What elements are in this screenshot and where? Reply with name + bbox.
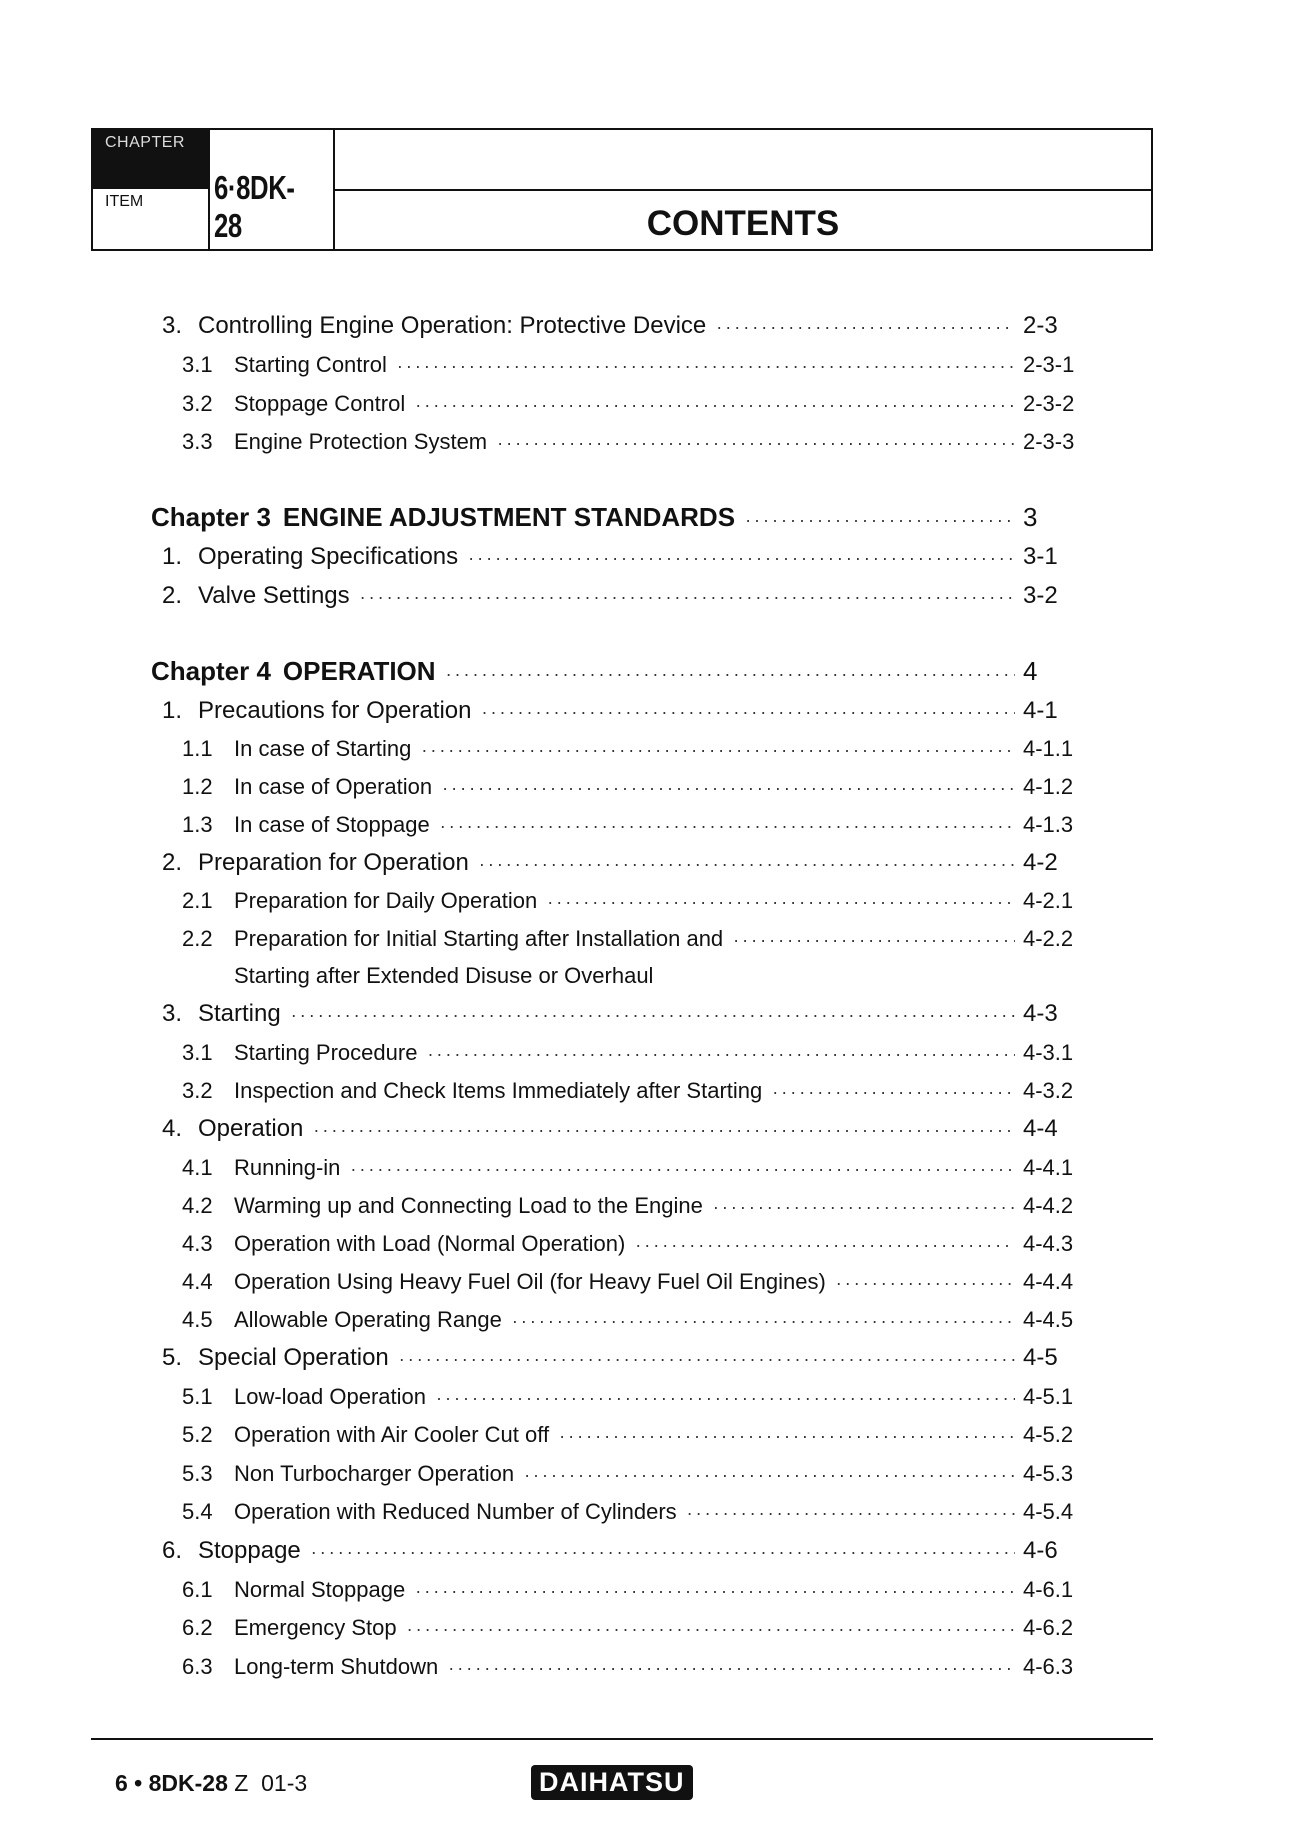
toc-number: 5.2 [182, 1422, 213, 1447]
toc-title: Preparation for Operation [198, 849, 469, 876]
toc-number: 1. [162, 543, 183, 570]
toc-title: Normal Stoppage [234, 1577, 406, 1602]
leader-dots [836, 1273, 1015, 1294]
toc-entry [182, 1155, 1083, 1181]
toc-title: Low-load Operation [234, 1384, 427, 1409]
toc-chapter-number: Chapter 3 [151, 502, 271, 532]
page-title: CONTENTS [646, 204, 840, 243]
toc-entry [162, 1115, 1083, 1143]
toc-page: 4-1.2 [1023, 774, 1074, 799]
model-cell [208, 130, 335, 249]
toc-chapter-heading [151, 502, 1083, 533]
toc-page: 4-4.3 [1023, 1231, 1074, 1256]
toc-number: 3.1 [182, 1040, 213, 1065]
leader-dots [427, 1044, 1015, 1065]
header-divider [335, 189, 1151, 191]
toc-number: 3.1 [182, 352, 213, 377]
leader-dots [635, 1235, 1015, 1256]
toc-number: 6. [162, 1537, 183, 1564]
toc-chapter-title: ENGINE ADJUSTMENT STANDARDS [282, 502, 736, 532]
toc-title: Running-in [234, 1155, 341, 1180]
toc-number: 5.3 [182, 1461, 213, 1486]
leader-dots [446, 664, 1015, 685]
toc-number: 4.4 [182, 1269, 213, 1294]
toc-title: Emergency Stop [234, 1615, 397, 1640]
toc-entry [162, 312, 1083, 340]
toc-entry [182, 774, 1083, 800]
toc-entry [182, 888, 1083, 914]
leader-dots [360, 587, 1015, 608]
header-label-column [93, 130, 208, 249]
leader-dots [421, 740, 1015, 761]
footer-document-code [115, 1770, 307, 1797]
toc-page: 4-5 [1023, 1344, 1058, 1371]
toc-page: 4-6.3 [1023, 1654, 1074, 1679]
toc-page: 4-1.3 [1023, 812, 1074, 837]
toc-page: 4-4.1 [1023, 1155, 1074, 1180]
toc-page: 3-2 [1023, 582, 1058, 609]
toc-number: 4.3 [182, 1231, 213, 1256]
leader-dots [407, 1619, 1015, 1640]
toc-page: 4-5.3 [1023, 1461, 1074, 1486]
toc-title: Long-term Shutdown [234, 1654, 439, 1679]
leader-dots [415, 1581, 1015, 1602]
toc-entry [182, 1615, 1083, 1641]
brand-logo: DAIHATSU [531, 1765, 693, 1800]
toc-title: Engine Protection System [234, 429, 488, 454]
toc-page: 4 [1023, 656, 1038, 686]
toc-title: Operation with Load (Normal Operation) [234, 1231, 626, 1256]
header-box [91, 128, 1153, 251]
chapter-cell [93, 130, 208, 189]
title-cell [335, 130, 1151, 249]
toc-number: 1.2 [182, 774, 213, 799]
toc-number: 4.1 [182, 1155, 213, 1180]
toc-number: 3.3 [182, 429, 213, 454]
toc-entry [182, 1384, 1083, 1410]
toc-entry [162, 1000, 1083, 1028]
toc-page: 4-1 [1023, 697, 1058, 724]
toc-page: 4-2.2 [1023, 926, 1074, 951]
toc-page: 4-4.5 [1023, 1307, 1074, 1332]
toc-number: 6.3 [182, 1654, 213, 1679]
toc-page: 2-3-2 [1023, 391, 1075, 416]
item-cell [93, 189, 208, 251]
toc-page: 4-6 [1023, 1537, 1058, 1564]
toc-number: 2. [162, 849, 183, 876]
toc-page: 4-3.1 [1023, 1040, 1074, 1065]
leader-dots [479, 854, 1015, 875]
toc-title: Stoppage [198, 1537, 301, 1564]
toc-title: In case of Operation [234, 774, 433, 799]
toc-entry [182, 1231, 1083, 1257]
toc-chapter-heading [151, 656, 1083, 687]
toc-number: 3. [162, 1000, 183, 1027]
item-label: ITEM [105, 193, 144, 210]
toc-entry [182, 1307, 1083, 1333]
toc-title: Operation with Reduced Number of Cylinders [234, 1499, 677, 1524]
toc-number: 2.1 [182, 888, 213, 913]
toc-entry [162, 849, 1083, 877]
toc-entry [182, 391, 1083, 417]
leader-dots [716, 317, 1015, 338]
toc-number: 4.5 [182, 1307, 213, 1332]
leader-dots [733, 930, 1015, 951]
toc-entry [162, 582, 1083, 610]
toc-number: 1. [162, 697, 183, 724]
toc-page: 2-3-1 [1023, 352, 1075, 377]
toc-title: Operation [198, 1115, 304, 1142]
toc-entry [182, 812, 1083, 838]
toc-title: In case of Starting [234, 736, 412, 761]
toc-page: 4-5.1 [1023, 1384, 1074, 1409]
leader-dots [442, 778, 1015, 799]
leader-dots [311, 1542, 1015, 1563]
toc-title: Allowable Operating Range [234, 1307, 502, 1332]
toc-page: 4-6.1 [1023, 1577, 1074, 1602]
toc-page: 4-2 [1023, 849, 1058, 876]
toc-title: Starting [198, 1000, 281, 1027]
leader-dots [436, 1388, 1015, 1409]
toc-number: 2.2 [182, 926, 213, 951]
toc-page: 3 [1023, 502, 1038, 532]
toc-number: 3. [162, 312, 183, 339]
toc-page: 4-4.4 [1023, 1269, 1074, 1294]
leader-dots [497, 433, 1015, 454]
toc-page: 4-3.2 [1023, 1078, 1074, 1103]
toc-entry [162, 1537, 1083, 1565]
model-number: 6·8DK-28 [214, 169, 295, 244]
toc-title: Preparation for Initial Starting after Installation and [234, 926, 724, 951]
toc-entry [182, 1078, 1083, 1104]
leader-dots [397, 356, 1015, 377]
leader-dots [772, 1082, 1015, 1103]
toc-title: Preparation for Daily Operation [234, 888, 538, 913]
leader-dots [559, 1426, 1015, 1447]
toc-page: 4-4 [1023, 1115, 1058, 1142]
toc-number: 5.1 [182, 1384, 213, 1409]
toc-number: 1.1 [182, 736, 213, 761]
toc-chapter-number: Chapter 4 [151, 656, 271, 686]
toc-page: 4-5.4 [1023, 1499, 1074, 1524]
toc-title: Special Operation [198, 1344, 389, 1371]
toc-number: 6.2 [182, 1615, 213, 1640]
toc-title: Starting Control [234, 352, 387, 377]
toc-title: Valve Settings [198, 582, 350, 609]
leader-dots [313, 1120, 1015, 1141]
toc-page: 4-6.2 [1023, 1615, 1074, 1640]
toc-page: 4-4.2 [1023, 1193, 1074, 1218]
leader-dots [440, 816, 1015, 837]
toc-number: 1.3 [182, 812, 213, 837]
toc-title: Inspection and Check Items Immediately after Starting [234, 1078, 763, 1103]
toc-title: Operation Using Heavy Fuel Oil (for Heavy Fuel Oil Engines) [234, 1269, 826, 1294]
toc-page: 4-5.2 [1023, 1422, 1074, 1447]
toc-title: Precautions for Operation [198, 697, 472, 724]
toc-number: 3.2 [182, 391, 213, 416]
leader-dots [399, 1349, 1015, 1370]
toc-number: 3.2 [182, 1078, 213, 1103]
toc-number: 5. [162, 1344, 183, 1371]
toc-number: 5.4 [182, 1499, 213, 1524]
leader-dots [547, 892, 1015, 913]
footer-model: 6 • 8DK-28 [115, 1770, 228, 1796]
toc-page: 3-1 [1023, 543, 1058, 570]
leader-dots [687, 1503, 1015, 1524]
toc-title: Non Turbocharger Operation [234, 1461, 515, 1486]
toc-title: In case of Stoppage [234, 812, 430, 837]
toc-entry [182, 1654, 1083, 1680]
toc-number: 4. [162, 1115, 183, 1142]
leader-dots [745, 510, 1015, 531]
toc-entry [182, 1269, 1083, 1295]
leader-dots [291, 1005, 1015, 1026]
toc-entry [162, 543, 1083, 571]
toc-entry [182, 736, 1083, 762]
toc-page: 2-3 [1023, 312, 1058, 339]
toc-page: 4-1.1 [1023, 736, 1074, 761]
toc-number: 4.2 [182, 1193, 213, 1218]
toc-title: Warming up and Connecting Load to the Engine [234, 1193, 703, 1218]
toc-page: 4-2.1 [1023, 888, 1074, 913]
toc-entry [182, 352, 1083, 378]
chapter-label: CHAPTER [105, 134, 185, 151]
toc-page: 2-3-3 [1023, 429, 1075, 454]
toc-page: 4-3 [1023, 1000, 1058, 1027]
toc-entry-continuation: Starting after Extended Disuse or Overhaul [234, 963, 654, 988]
leader-dots [448, 1658, 1015, 1679]
toc-title: Starting Procedure [234, 1040, 418, 1065]
toc-title: Operation with Air Cooler Cut off [234, 1422, 550, 1447]
toc-title: Operating Specifications [198, 543, 459, 570]
toc-number: 6.1 [182, 1577, 213, 1602]
leader-dots [524, 1465, 1015, 1486]
toc-title: Controlling Engine Operation: Protective Device [198, 312, 707, 339]
toc-entry [162, 1344, 1083, 1372]
toc-entry [162, 697, 1083, 725]
leader-dots [468, 548, 1015, 569]
toc-entry [182, 429, 1083, 455]
footer-rule [91, 1738, 1153, 1740]
toc-entry [182, 1577, 1083, 1603]
footer-revision: Z 01-3 [227, 1770, 308, 1796]
toc-entry [182, 1040, 1083, 1066]
toc-entry [182, 1193, 1083, 1219]
leader-dots [713, 1197, 1015, 1218]
toc-chapter-title: OPERATION [282, 656, 436, 686]
toc-entry [182, 1422, 1083, 1448]
leader-dots [350, 1159, 1015, 1180]
toc-entry [182, 926, 1083, 952]
toc-entry [182, 1499, 1083, 1525]
leader-dots [481, 702, 1015, 723]
leader-dots [415, 395, 1015, 416]
toc-number: 2. [162, 582, 183, 609]
toc-entry [182, 1461, 1083, 1487]
leader-dots [512, 1311, 1015, 1332]
toc-title: Stoppage Control [234, 391, 406, 416]
